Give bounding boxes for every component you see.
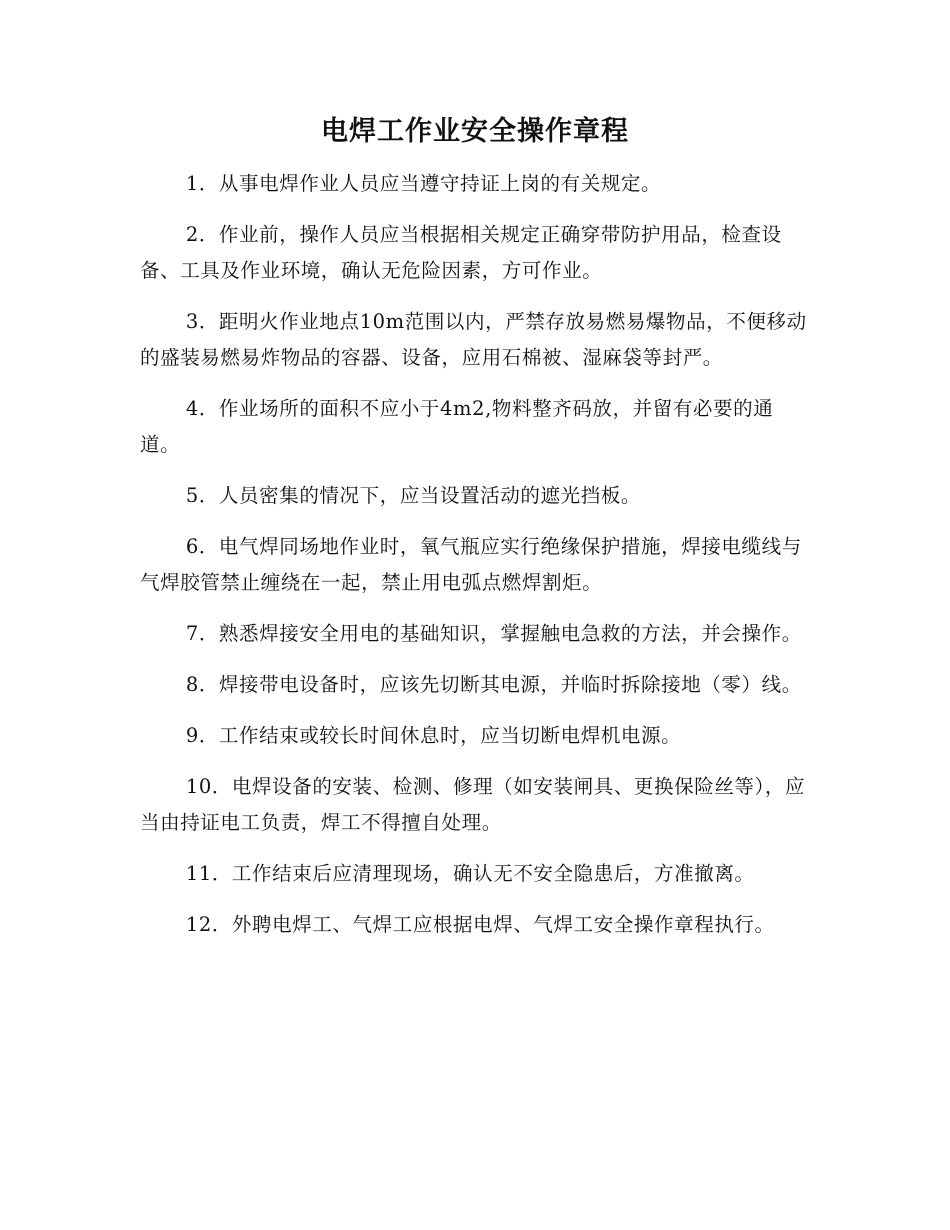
rule-paragraph-5: 5．人员密集的情况下，应当设置活动的遮光挡板。 [185, 484, 642, 507]
rule-paragraph-1: 1．从事电焊作业人员应当遵守持证上岗的有关规定。 [185, 172, 662, 195]
rule-paragraph-3: 3．距明火作业地点10m范围以内，严禁存放易燃易爆物品，不便移动的盛装易燃易炸物品的容器、设备，应用石棉被、湿麻袋等封严。 [140, 310, 807, 369]
document-body [140, 166, 810, 958]
rule-paragraph-7: 7．熟悉焊接安全用电的基础知识，掌握触电急救的方法，并会操作。 [185, 622, 802, 645]
rule-paragraph-11: 11．工作结束后应清理现场，确认无不安全隐患后，方准撤离。 [185, 862, 755, 885]
rule-paragraph-6: 6．电气焊同场地作业时，氧气瓶应实行绝缘保护措施，焊接电缆线与气焊胶管禁止缠绕在一起，禁止用电弧点燃焊割炬。 [140, 535, 802, 594]
rule-paragraph-10: 10．电焊设备的安装、检测、修理（如安装闸具、更换保险丝等），应当由持证电工负责，焊工不得擅自处理。 [140, 775, 806, 834]
rule-paragraph-9: 9．工作结束或较长时间休息时，应当切断电焊机电源。 [185, 724, 682, 747]
rule-paragraph-2: 2．作业前，操作人员应当根据相关规定正确穿带防护用品，检查设备、工具及作业环境，确认无危险因素，方可作业。 [140, 223, 782, 282]
rule-paragraph-8: 8．焊接带电设备时，应该先切断其电源，并临时拆除接地（零）线。 [185, 673, 802, 696]
rule-paragraph-4: 4．作业场所的面积不应小于4m2,物料整齐码放，并留有必要的通道。 [140, 397, 774, 456]
rule-paragraph-12: 12．外聘电焊工、气焊工应根据电焊、气焊工安全操作章程执行。 [185, 913, 775, 936]
document-title: 电焊工作业安全操作章程 [321, 116, 629, 147]
